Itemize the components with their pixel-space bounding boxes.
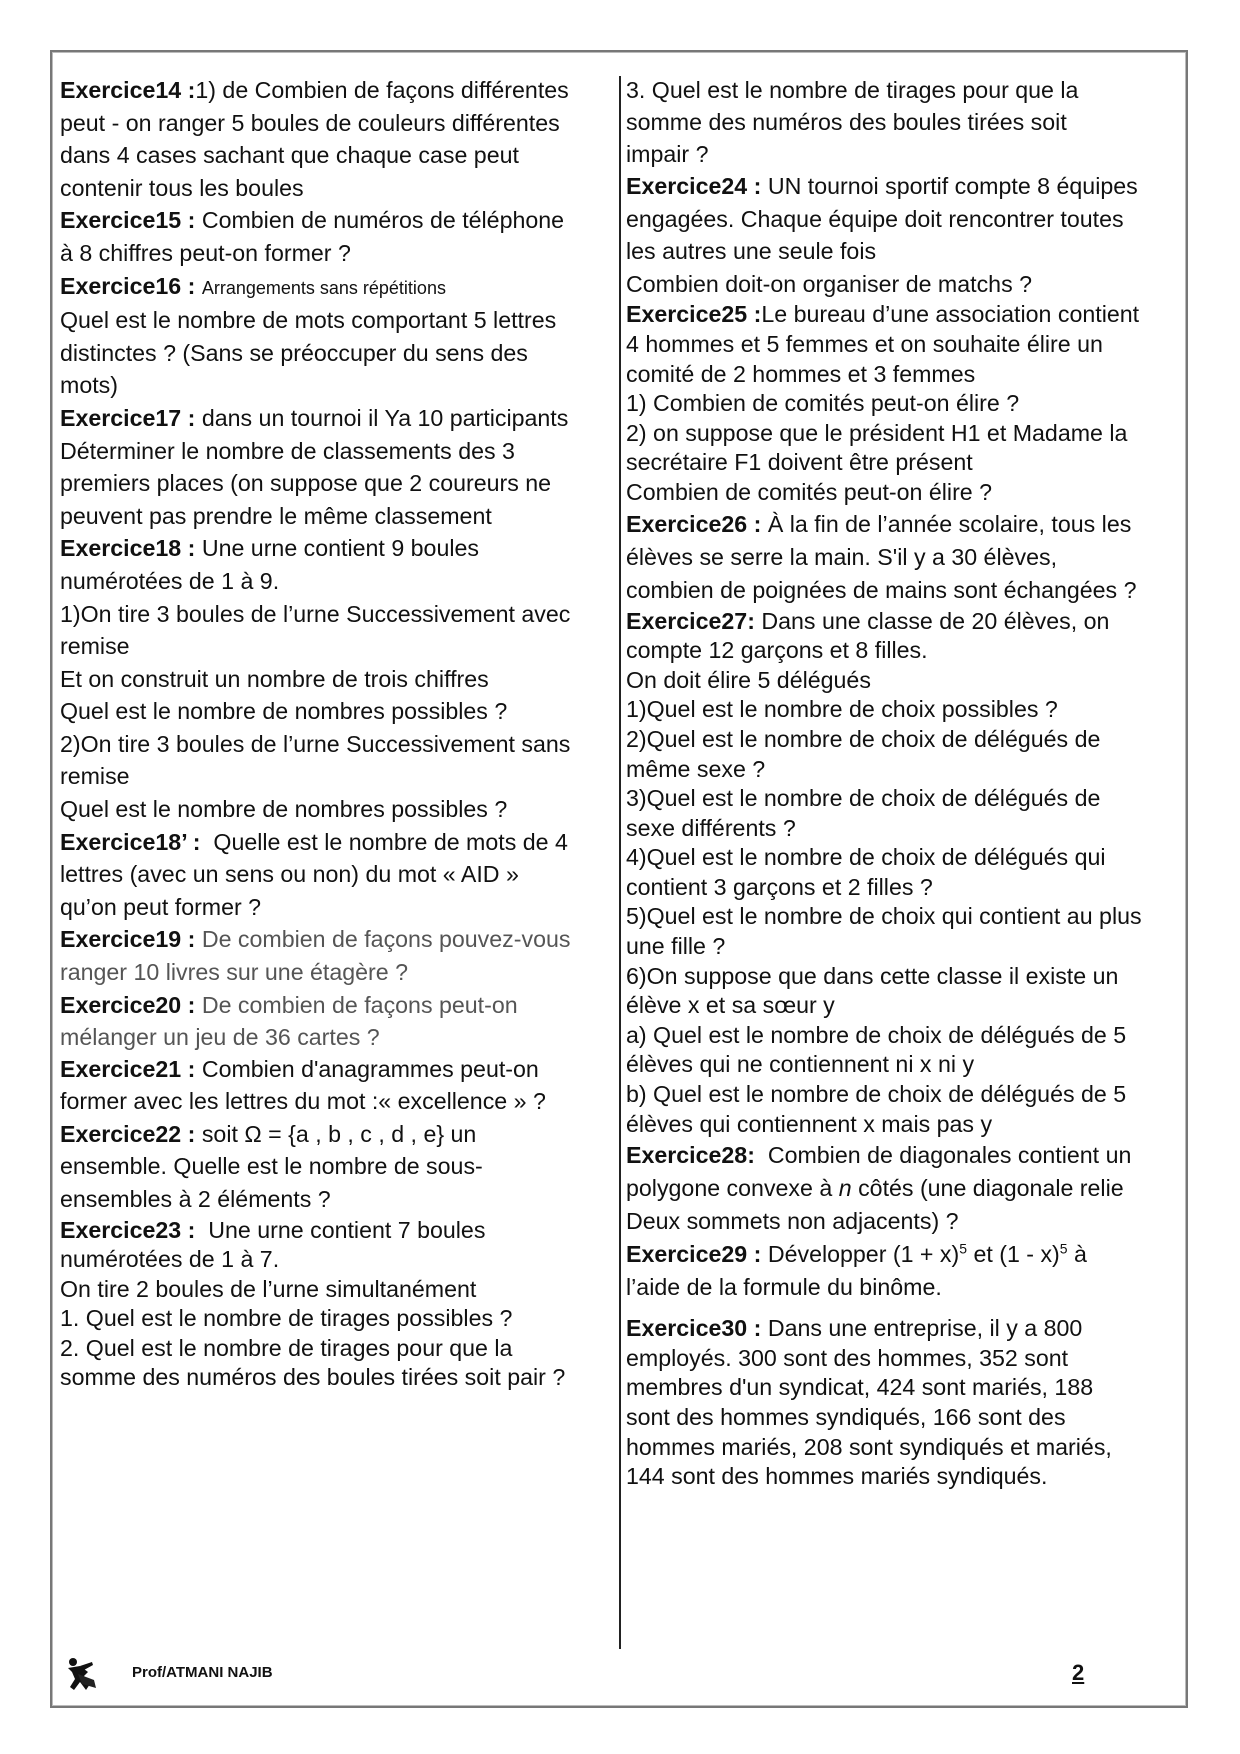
exercise-30: Exercice30 : Dans une entreprise, il y a 800 employés. 300 sont des hommes, 352 sont membres d'un syndicat, 424 sont mariés, 188 sont des hommes syndiqués, 166 sont des hommes mariés, 208 sont syndiqués et mariés, 144 sont des hommes mariés syndiqués. — [626, 1315, 1112, 1490]
exercise-28: Exercice28: Combien de diagonales contient un polygone convexe à n côtés (une diagonale relie Deux sommets non adjacents) ? — [626, 1142, 1132, 1235]
author-name: Prof/ATMANI NAJIB — [132, 1664, 273, 1681]
exercise-18: Exercice18 : Une urne contient 9 boules numérotées de 1 à 9. 1)On tire 3 boules de l’urne Successivement avec remise Et on construit un nombre de trois chiffres Quel est le nombre de nombres possibles ? 2)On tire 3 boules de l’urne Successivement sans remise Quel est le nombre de nombres possibles ? — [60, 535, 571, 823]
exercise-24: Exercice24 : UN tournoi sportif compte 8 équipes engagées. Chaque équipe doit rencontrer toutes les autres une seule fois Combien doit-on organiser de matchs ? — [626, 173, 1138, 297]
exercise-19: Exercice19 : De combien de façons pouvez-vous ranger 10 livres sur une étagère ? — [60, 926, 571, 986]
exercise-21: Exercice21 : Combien d'anagrammes peut-on former avec les lettres du mot :« excellence » ? — [60, 1055, 546, 1115]
exercise-22: Exercice22 : soit Ω = {a , b , c , d , e} un ensemble. Quelle est le nombre de sous- ensembles à 2 éléments ? — [60, 1120, 483, 1212]
right-column — [626, 74, 1186, 1492]
exercise-27: Exercice27: Dans une classe de 20 élèves, on compte 12 garçons et 8 filles. On doit élire 5 délégués 1)Quel est le nombre de choix possibles ? 2)Quel est le nombre de choix de délégués de même sexe ? 3)Quel est le nombre de choix de délégués de sexe différents ? 4)Quel est le nombre de choix de délégués qui contient 3 garçons et 2 filles ? 5)Quel est le nombre de choix qui contient au plus une fille ? 6)On suppose que dans cette classe il existe un élève x et sa sœur y a) Quel est le nombre de choix de délégués de 5 élèves qui ne contiennent ni x ni y b) Quel est le nombre de choix de délégués de 5 élèves qui contiennent x mais pas y — [626, 607, 1142, 1137]
exercise-25: Exercice25 :Le bureau d’une association contient 4 hommes et 5 femmes et on souhaite élire un comité de 2 hommes et 3 femmes 1) Combien de comités peut-on élire ? 2) on suppose que le président H1 et Madame la secrétaire F1 doivent être présent Combien de comités peut-on élire ? — [626, 301, 1140, 505]
exercise-26: Exercice26 : À la fin de l’année scolaire, tous les élèves se serre la main. S'il y a 30 élèves, combien de poignées de mains sont échangées ? — [626, 510, 1137, 603]
exercise-23-continued: 3. Quel est le nombre de tirages pour que la somme des numéros des boules tirées soit impair ? — [626, 77, 1079, 167]
exercise-15: Exercice15 : Combien de numéros de téléphone à 8 chiffres peut-on former ? — [60, 207, 565, 266]
exercise-17: Exercice17 : dans un tournoi il Ya 10 participants Déterminer le nombre de classements des 3 premiers places (on suppose que 2 coureurs ne peuvent pas prendre le même classement — [60, 404, 569, 529]
page-number: 2 — [1072, 1660, 1085, 1685]
exercise-14: Exercice14 :1) de Combien de façons différentes peut - on ranger 5 boules de couleurs différentes dans 4 cases sachant que chaque case peut contenir tous les boules — [60, 77, 569, 201]
runner-logo-icon — [60, 1654, 100, 1694]
exercise-23: Exercice23 : Une urne contient 7 boules numérotées de 1 à 7. On tire 2 boules de l’urne simultanément 1. Quel est le nombre de tirages possibles ? 2. Quel est le nombre de tirages pour que la somme des numéros des boules tirées soit pair ? — [60, 1216, 566, 1391]
left-column — [60, 74, 620, 1393]
exercise-16: Exercice16 : Arrangements sans répétitions Quel est le nombre de mots comportant 5 lettres distinctes ? (Sans se préoccuper du sens des mots) — [60, 272, 557, 399]
exercise-29: Exercice29 : Développer $(1 + x)^5$ et (1 - x)$^5$ à l’aide de la formule du binôme. — [626, 1240, 1087, 1301]
exercise-18-prime: Exercice18’ : Quelle est le nombre de mots de 4 lettres (avec un sens ou non) du mot « AID » qu’on peut former ? — [60, 828, 568, 920]
exercise-20: Exercice20 : De combien de façons peut-on mélanger un jeu de 36 cartes ? — [60, 991, 518, 1050]
footer — [60, 1652, 1160, 1696]
